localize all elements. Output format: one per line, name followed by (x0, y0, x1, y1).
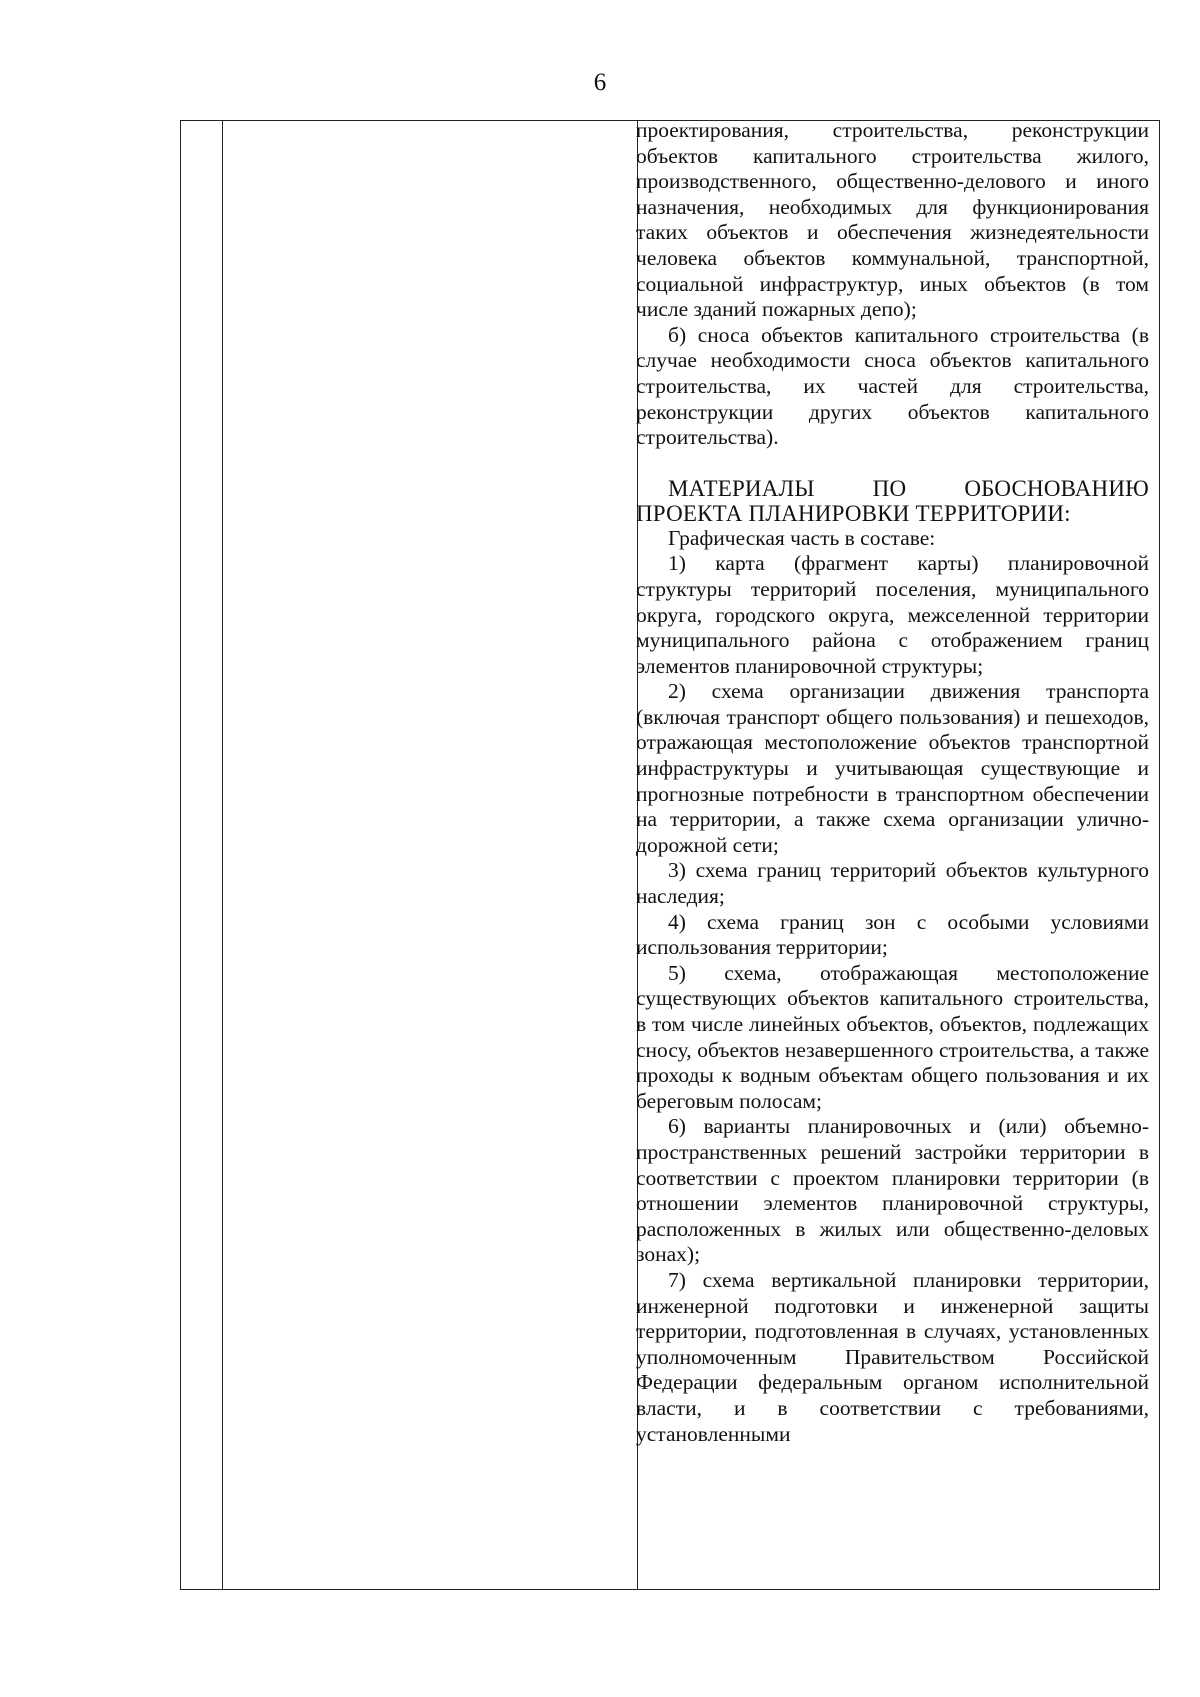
section-heading: МАТЕРИАЛЫ ПО ОБОСНОВАНИЮ ПРОЕКТА ПЛАНИРОВКИ ТЕРРИТОРИИ: (636, 475, 1149, 526)
page-number: 6 (593, 69, 607, 96)
list-item: 7) схема вертикальной планировки территории, инженерной подготовки и инженерной защиты территории, подготовленная в случаях, установленных уполномоченным Правительством Российской Федерации федеральным органом исполнительной власти, и в соответствии с требованиями, установленными (636, 1267, 1149, 1446)
table-column-divider (222, 121, 223, 1589)
paragraph-continued: проектирования, строительства, реконструкции объектов капитального строительства жилого, производственного, общественно-делового и иного назначения, необходимых для функционирования таких объектов и обеспечения жизнедеятельности человека объектов коммунальной, транспортной, социальной инфраструктур, иных объектов (в том числе зданий пожарных депо); (636, 118, 1149, 322)
table-cell-content (636, 118, 1149, 1447)
list-item: 2) схема организации движения транспорта (включая транспорт общего пользования) и пешеходов, отражающая местоположение объектов транспортной инфраструктуры и учитывающая существующие и прогнозные потребности в транспортном обеспечении на территории, а также схема организации улично-дорожной сети; (636, 679, 1149, 857)
graphic-part-intro: Графическая часть в составе: (668, 525, 936, 550)
list-item: 6) варианты планировочных и (или) объемно-пространственных решений застройки территории в соответствии с проектом планировки территории (в отношении элементов планировочной структуры, расположенных в жилых или общественно-деловых зонах); (636, 1114, 1149, 1267)
list-item: 5) схема, отображающая местоположение существующих объектов капитального строительства, в том числе линейных объектов, объектов, подлежащих сносу, объектов незавершенного строительства, а также проходы к водным объектам общего пользования и их береговым полосам; (636, 960, 1149, 1113)
paragraph-b: б) сноса объектов капитального строительства (в случае необходимости сноса объектов капитального строительства, их частей для строительства, реконструкции других объектов капитального строительства). (636, 322, 1149, 450)
list-item: 4) схема границ зон с особыми условиями использования территории; (636, 909, 1149, 960)
list-item: 3) схема границ территорий объектов культурного наследия; (636, 858, 1149, 909)
list-item: 1) карта (фрагмент карты) планировочной структуры территорий поселения, муниципального округа, городского округа, межселенной территории муниципального района с отображением границ элементов планировочной структуры; (636, 551, 1149, 678)
